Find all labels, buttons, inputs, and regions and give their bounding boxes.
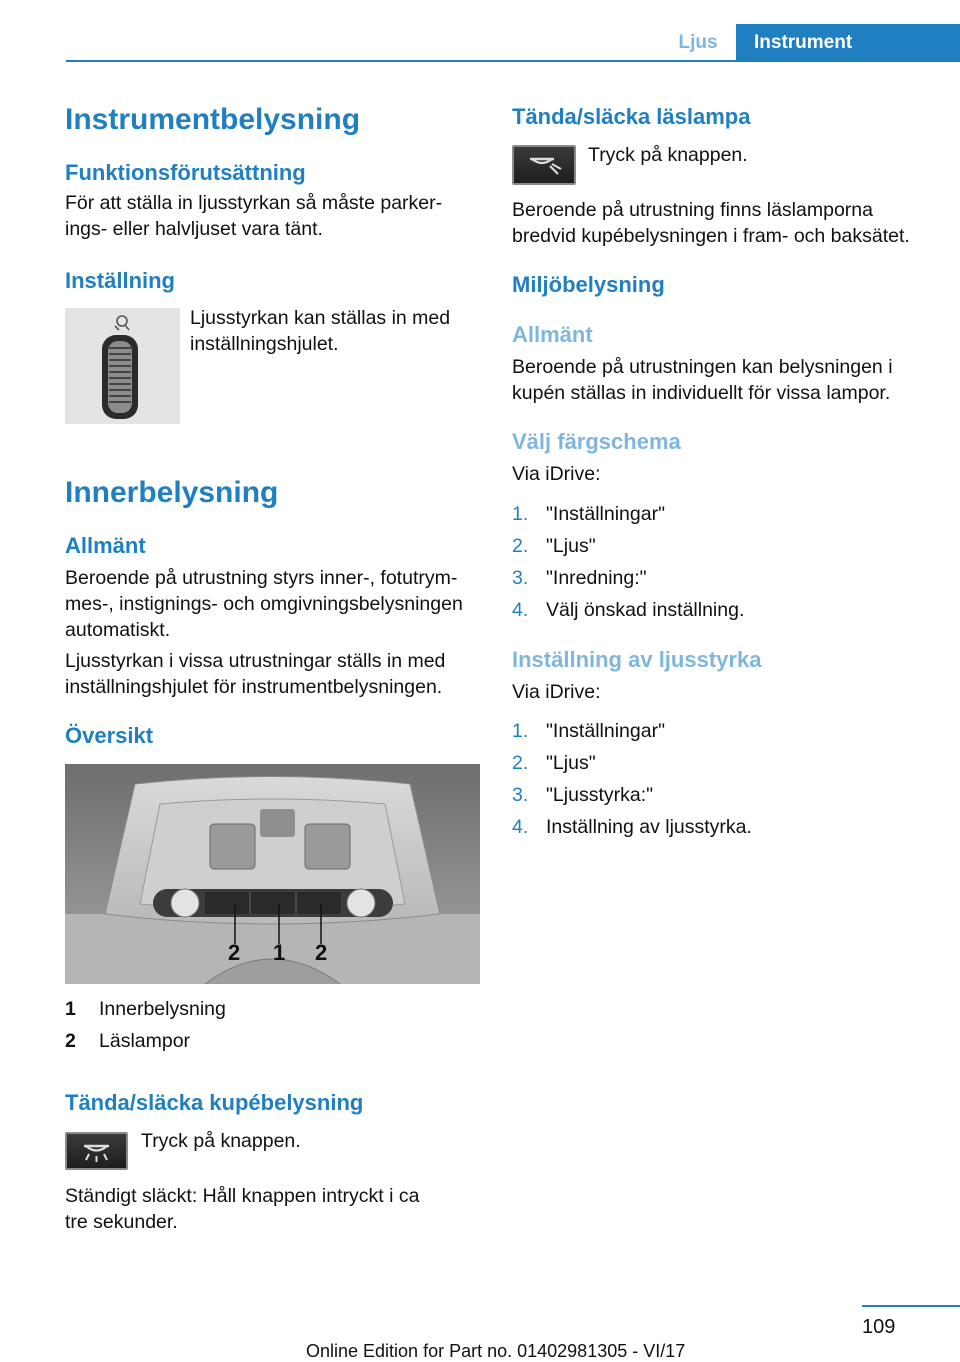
list-number: 3. [512,567,529,589]
header-rule [66,60,960,62]
interior-light-button-image [65,1132,128,1170]
list-number: 4. [512,816,529,838]
list-item [512,814,932,840]
para-tryck-las: Tryck på knappen. [588,144,748,166]
para-allmant2-line1: Beroende på utrustningen kan belysningen i [512,356,893,378]
interior-light-icon [67,1134,126,1168]
page-number: 109 [862,1316,896,1338]
para-allmant-line5: inställningshjulet för instrumentbelysningen. [65,676,443,698]
tab-ljus[interactable]: Ljus [678,32,718,53]
heading-miljobelysning: Miljöbelysning [512,272,665,297]
list-text: "Ljusstyrka:" [546,784,654,806]
list-number: 4. [512,599,529,621]
para-allmant-line3: automatiskt. [65,619,171,641]
para-funktion-line2: ings- eller halvljuset vara tänt. [65,218,323,240]
footer-rule [862,1305,960,1307]
para-allmant-line4: Ljusstyrkan i vissa utrustningar ställs in med [65,650,446,672]
legend-text: Innerbelysning [99,998,226,1020]
list-item [512,718,932,744]
heading-tanda-laslampa: Tända/släcka läslampa [512,104,751,129]
para-installning-line2: inställningshjulet. [190,333,339,355]
para-beroende-line1: Beroende på utrustning finns läslamporna [512,199,873,221]
list-number: 3. [512,784,529,806]
legend-number: 2 [65,1030,76,1052]
list-number: 1. [512,720,529,742]
heading-allmant-miljo: Allmänt [512,322,593,347]
list-item [512,750,932,776]
para-via-idrive-2: Via iDrive: [512,681,601,703]
title-instrumentbelysning: Instrumentbelysning [65,103,361,136]
tab-instrument[interactable]: Instrument [736,24,960,62]
list-number: 2. [512,535,529,557]
list-text: "Ljus" [546,752,596,774]
heading-allmant: Allmänt [65,533,146,558]
para-tryck-kupe: Tryck på knappen. [141,1130,301,1152]
dimmer-wheel-icon [65,308,180,424]
list-text: "Inredning:" [546,567,647,589]
heading-installning-ljusstyrka: Inställning av ljusstyrka [512,647,762,672]
list-text: "Inställningar" [546,720,665,742]
title-innerbelysning: Innerbelysning [65,476,279,509]
figure-label-1: 1 [273,940,286,965]
para-beroende-line2: bredvid kupébelysningen i fram- och baksätet. [512,225,910,247]
list-item [512,782,932,808]
edition-footer: Online Edition for Part no. 01402981305 - VI/17 [306,1341,686,1361]
legend-item [65,1028,365,1054]
legend-number: 1 [65,998,76,1020]
reading-light-icon [514,147,574,183]
list-text: "Inställningar" [546,503,665,525]
list-text: "Ljus" [546,535,596,557]
list-item [512,533,932,559]
para-allmant2-line2: kupén ställas in individuellt för vissa lampor. [512,382,891,404]
legend-text: Läslampor [99,1030,191,1052]
heading-tanda-kupebelysning: Tända/släcka kupébelysning [65,1090,364,1115]
overview-figure [65,764,480,984]
heading-funktionsforutsattning: Funktionsförutsättning [65,160,306,185]
para-funktion-line1: För att ställa in ljusstyrkan så måste parker- [65,192,443,214]
figure-label-2-right: 2 [315,940,328,965]
heading-oversikt: Översikt [65,723,154,748]
list-item [512,501,932,527]
list-number: 1. [512,503,529,525]
reading-light-button-image [512,145,576,185]
para-installning-line1: Ljusstyrkan kan ställas in med [190,307,451,329]
heading-valj-fargschema: Välj färgschema [512,429,681,454]
para-standigt-line1: Ständigt släckt: Håll knappen intryckt i ca [65,1185,420,1207]
para-allmant-line2: mes-, instignings- och omgivningsbelysningen [65,593,463,615]
list-item [512,565,932,591]
dimmer-wheel-image [65,308,180,424]
legend-item [65,996,365,1022]
list-text: Välj önskad inställning. [546,599,745,621]
para-standigt-line2: tre sekunder. [65,1211,178,1233]
figure-label-2-left: 2 [228,940,241,965]
para-allmant-line1: Beroende på utrustning styrs inner-, fotutrym- [65,567,458,589]
para-via-idrive-1: Via iDrive: [512,463,601,485]
list-item [512,597,932,623]
list-number: 2. [512,752,529,774]
heading-installning: Inställning [65,268,175,293]
list-text: Inställning av ljusstyrka. [546,816,752,838]
